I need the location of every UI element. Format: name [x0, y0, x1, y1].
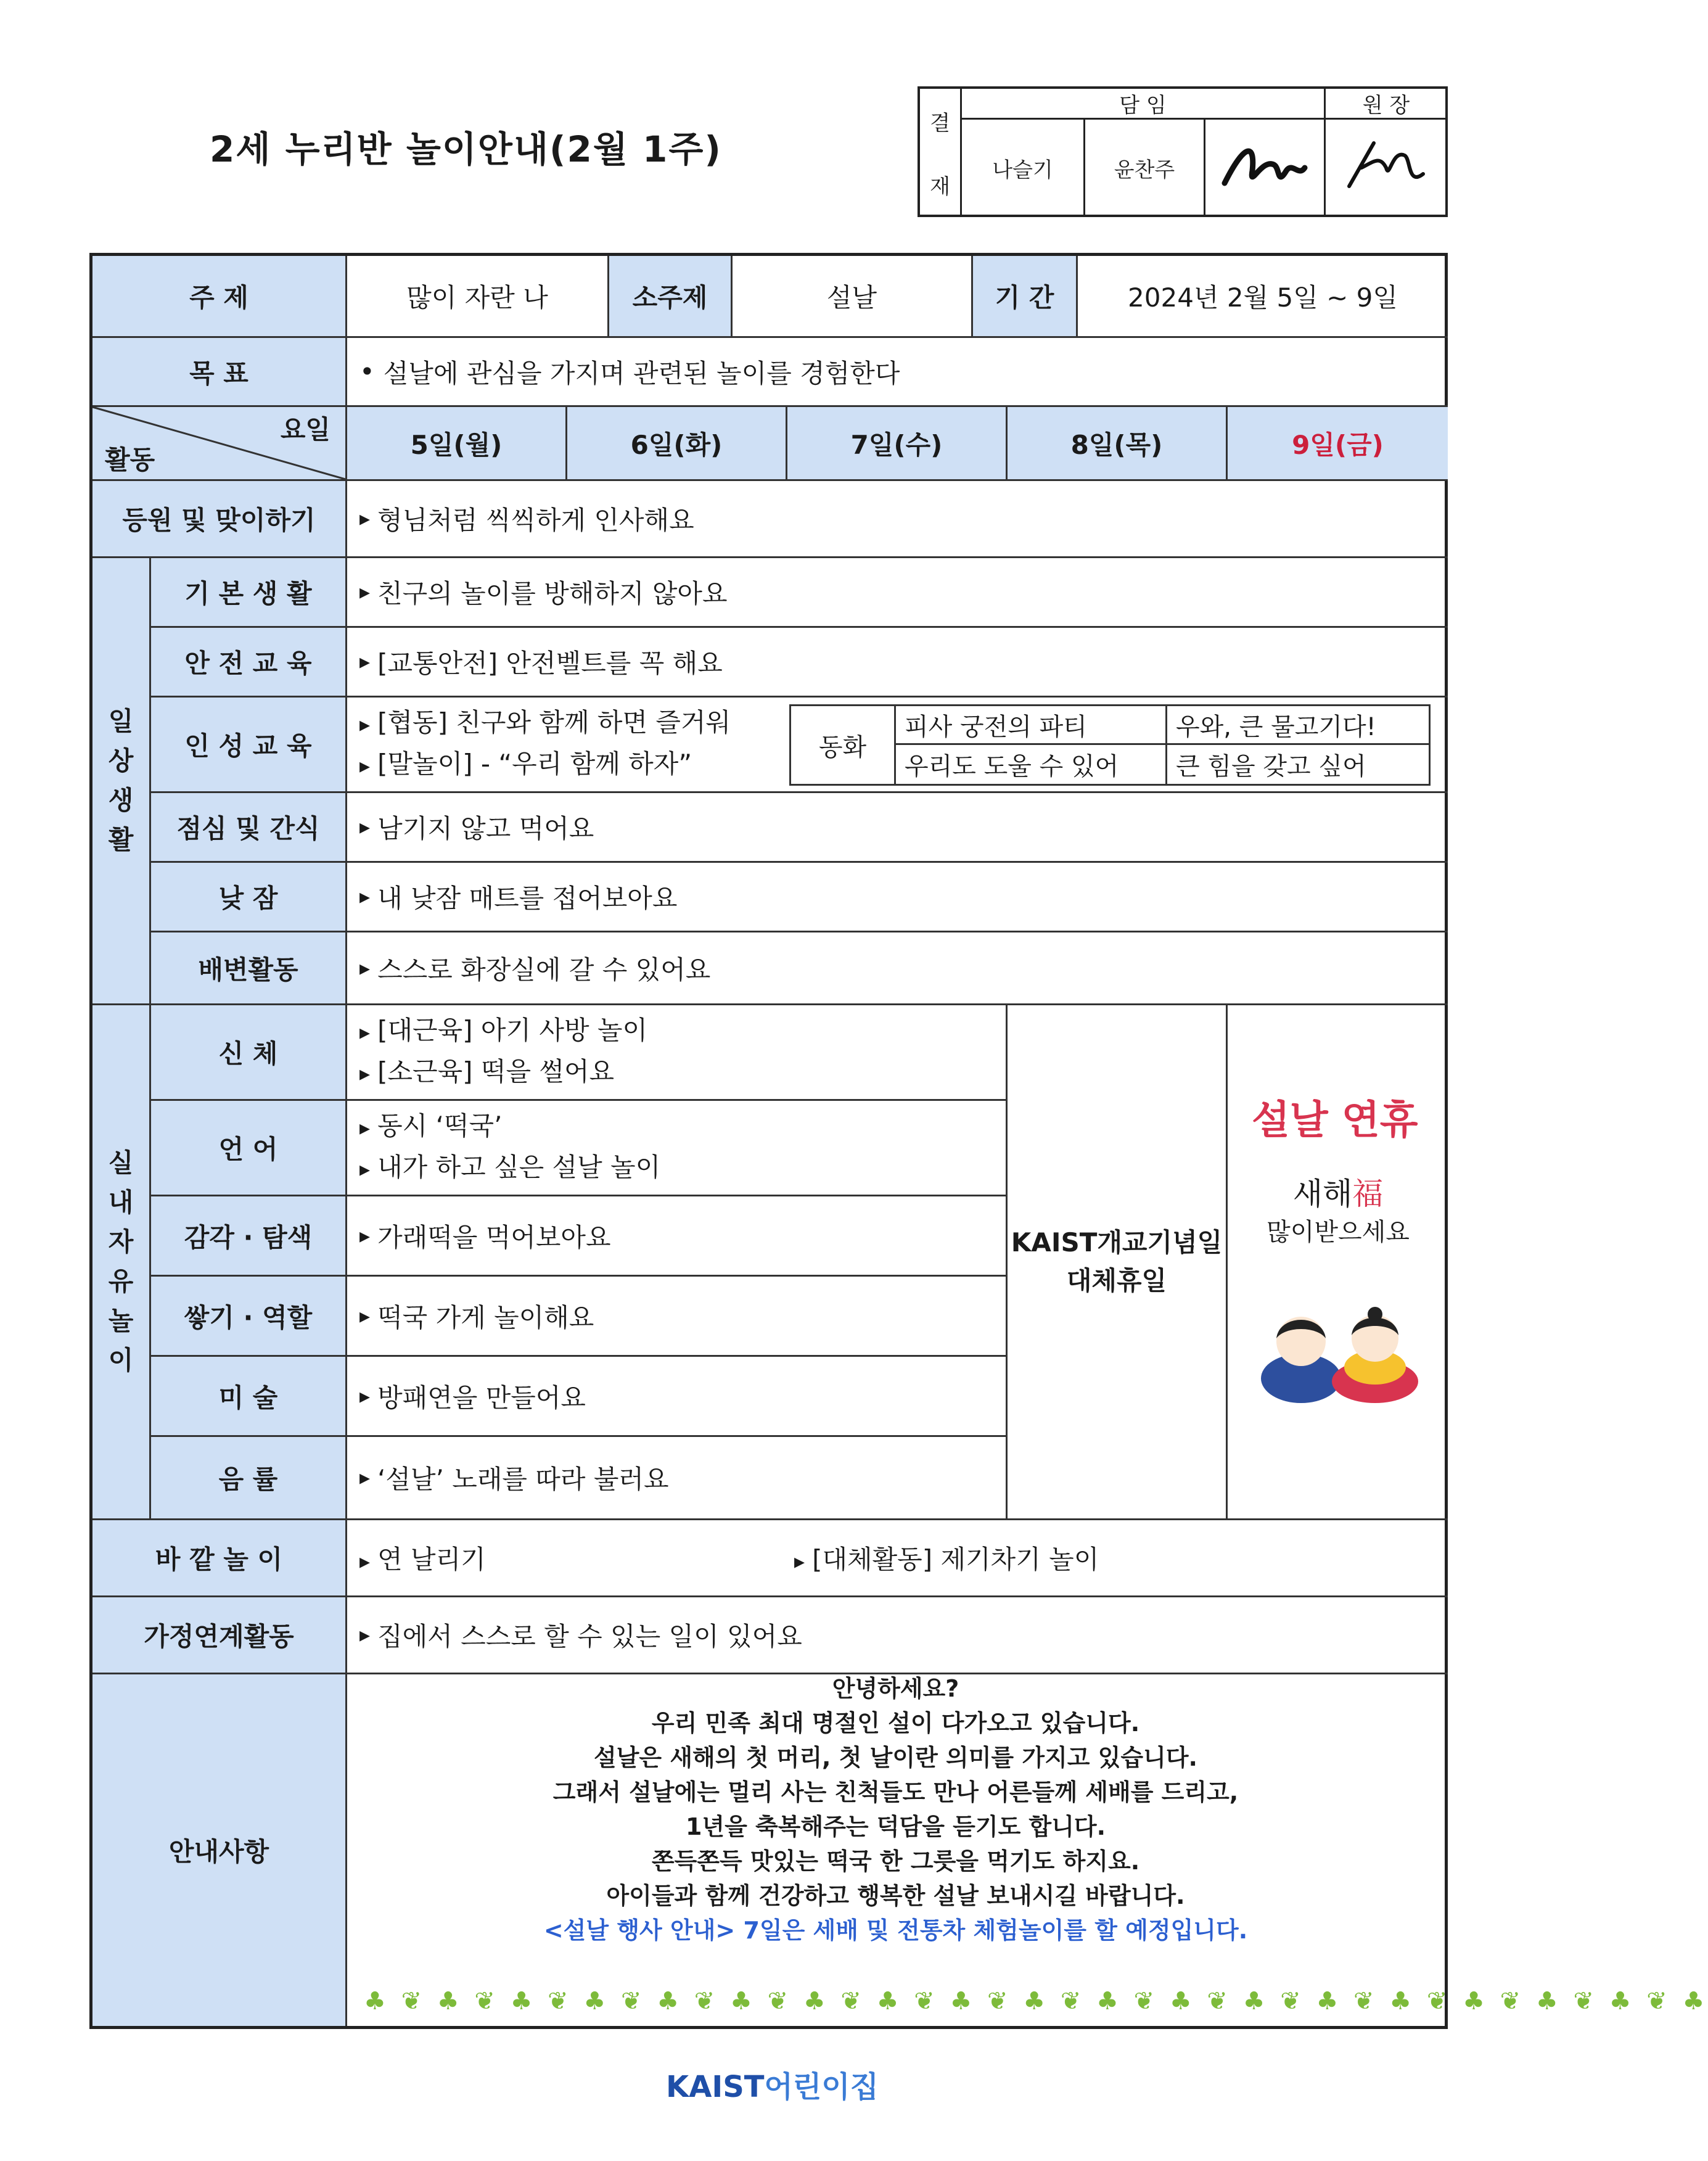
notice-label: 안내사항: [92, 1674, 347, 2026]
period-value: 2024년 2월 5일 ~ 9일: [1078, 256, 1448, 338]
day-tue: 6일(화): [567, 407, 787, 481]
signature-1: 나슬기: [962, 120, 1085, 216]
outdoor-label: 바 깥 놀 이: [92, 1520, 347, 1597]
daily-row-text-1: ▸ 친구의 놀이를 방해하지 않아요: [347, 558, 1448, 628]
activity-label: 활동: [105, 445, 155, 475]
friday-holiday-cell: [1228, 1005, 1448, 1520]
indoor-play-group-label: 실 내 자 유 놀 이: [92, 1005, 151, 1520]
approval-side-label-2: 재: [920, 154, 962, 216]
story-title-1: 피사 궁전의 파티: [896, 706, 1167, 745]
kaist-daycare-logo: [666, 2063, 879, 2105]
daily-row-label-6: 배변활동: [151, 932, 347, 1005]
holiday-title: 설날 연휴: [1252, 1098, 1418, 1143]
daily-row-text-6: ▸ 스스로 화장실에 갈 수 있어요: [347, 932, 1448, 1005]
outdoor-alt-activity: ▸ [대체활동] 제기차기 놀이: [794, 1539, 1099, 1576]
approval-box: [918, 86, 1448, 217]
daily-row-label-1: 기 본 생 활: [151, 558, 347, 628]
outdoor-text: [347, 1520, 1448, 1597]
signature-4: [1326, 120, 1447, 216]
story-table: [789, 704, 1431, 786]
notice-line-7: 아이들과 함께 건강하고 행복한 설날 보내시길 바랍니다.: [606, 1882, 1185, 1909]
subtheme-value: 설날: [733, 256, 973, 338]
daily-row-label-5: 낮 잠: [151, 863, 347, 932]
notice-line-3: 설날은 새해의 첫 머리, 첫 날이란 의미를 가지고 있습니다.: [594, 1744, 1197, 1771]
greeting-new-year: 새해: [1292, 1176, 1353, 1212]
theme-label: 주 제: [92, 256, 347, 338]
daily-row-label-3: 인 성 교 육: [151, 698, 347, 793]
story-title-3: 우리도 도울 수 있어: [896, 745, 1167, 784]
period-label: 기 간: [973, 256, 1078, 338]
notice-text: [345, 1671, 1446, 1948]
greeting-receive: 많이받으세요: [1267, 1218, 1410, 1246]
notice-event: <설날 행사 안내> 7일은 세배 및 전통차 체험놀이를 할 예정입니다.: [543, 1917, 1248, 1944]
thursday-holiday-note: [1008, 1005, 1228, 1520]
language-line-2: ▸ 내가 하고 싶은 설날 놀이: [359, 1148, 660, 1189]
daily-row-text-2: ▸ [교통안전] 안전벨트를 꼭 해요: [347, 628, 1448, 698]
greeting-fortune: 福: [1352, 1176, 1384, 1212]
notice-line-2: 우리 민족 최대 명절인 설이 다가오고 있습니다.: [651, 1710, 1140, 1737]
daily-row-label-4: 점심 및 간식: [151, 793, 347, 863]
story-title-4: 큰 힘을 갖고 싶어: [1176, 752, 1366, 781]
indoor-row-text-4: ▸ 떡국 가게 놀이해요: [347, 1277, 1008, 1357]
day-activity-header: [92, 407, 347, 481]
indoor-row-text-1: [347, 1005, 1008, 1101]
language-line-1: ▸ 동시 ‘떡국’: [359, 1106, 502, 1148]
goal-label: 목 표: [92, 338, 347, 407]
arrival-text: ▸ 형님처럼 씩씩하게 인사해요: [347, 481, 1448, 558]
indoor-row-label-2: 언 어: [151, 1101, 347, 1196]
indoor-row-label-4: 쌓기 · 역할: [151, 1277, 347, 1357]
indoor-row-text-2: [347, 1101, 1008, 1196]
home-text: ▸ 집에서 스스로 할 수 있는 일이 있어요: [347, 1597, 1448, 1674]
thursday-note-line-1: KAIST개교기념일: [1011, 1227, 1223, 1257]
physical-line-2: ▸ [소근육] 떡을 썰어요: [359, 1052, 614, 1093]
goal-value: • 설날에 관심을 가지며 관련된 놀이를 경험한다: [347, 338, 1448, 407]
daily-row-text-5: ▸ 내 낮잠 매트를 접어보아요: [347, 863, 1448, 932]
homeroom-label: 담 임: [962, 89, 1326, 120]
indoor-row-label-1: 신 체: [151, 1005, 347, 1101]
logo-kaist: KAIST: [666, 2070, 765, 2104]
story-label: 동화: [791, 706, 896, 784]
notice-line-1: 안녕하세요?: [832, 1675, 959, 1702]
handwritten-signature-icon: [1337, 131, 1435, 205]
handwritten-signature-icon: [1218, 134, 1311, 202]
sprout-border-icon: ♣ ❦ ♣ ❦ ♣ ❦ ♣ ❦ ♣ ❦ ♣ ❦ ♣ ❦ ♣ ❦ ♣ ❦ ♣ ❦ ♣ ❦ ♣ ❦ ♣ ❦ ♣ ❦ ♣ ❦ ♣ ❦ ♣ ❦ ♣ ❦ ♣: [364, 1987, 1708, 2015]
director-label: 원 장: [1326, 89, 1447, 120]
daily-life-group-label: 일 상 생 활: [92, 558, 151, 1005]
day-fri: 9일(금): [1228, 407, 1448, 481]
new-year-greeting: [1246, 1175, 1431, 1251]
home-label: 가정연계활동: [92, 1597, 347, 1674]
notice-line-5: 1년을 축복해주는 덕담을 듣기도 합니다.: [685, 1813, 1106, 1840]
daily-row-label-2: 안 전 교 육: [151, 628, 347, 698]
logo-daycare: 어린이집: [764, 2070, 879, 2104]
day-thu: 8일(목): [1008, 407, 1228, 481]
notice-line-4: 그래서 설날에는 멀리 사는 친척들도 만나 어른들께 세배를 드리고,: [552, 1779, 1239, 1806]
day-wed: 7일(수): [787, 407, 1008, 481]
hanbok-children-icon: [1255, 1298, 1421, 1403]
document-title: 2세 누리반 놀이안내(2월 1주): [210, 128, 722, 170]
outdoor-main-activity: ▸ 연 날리기: [359, 1539, 486, 1576]
story-title-2: 우와, 큰 물고기다!: [1167, 706, 1429, 745]
approval-side-label-1: 결: [920, 89, 962, 154]
theme-value: 많이 자란 나: [347, 256, 609, 338]
arrival-label: 등원 및 맞이하기: [92, 481, 347, 558]
signature-2: 윤찬주: [1085, 120, 1205, 216]
indoor-row-label-6: 음 률: [151, 1437, 347, 1520]
signature-3: [1205, 120, 1326, 216]
character-line-2: ▸ [말놀이] - “우리 함께 하자”: [359, 744, 692, 786]
indoor-row-label-3: 감각 · 탐색: [151, 1196, 347, 1277]
physical-line-1: ▸ [대근육] 아기 사방 놀이: [359, 1011, 647, 1052]
day-label: 요일: [280, 414, 331, 445]
daily-row-text-4: ▸ 남기지 않고 먹어요: [347, 793, 1448, 863]
day-mon: 5일(월): [347, 407, 567, 481]
indoor-row-label-5: 미 술: [151, 1357, 347, 1437]
notice-line-6: 쫀득쫀득 맛있는 떡국 한 그릇을 먹기도 하지요.: [651, 1848, 1140, 1875]
character-line-1: ▸ [협동] 친구와 함께 하면 즐거워: [359, 703, 731, 744]
thursday-note-line-2: 대체휴일: [1066, 1266, 1167, 1296]
indoor-row-text-3: ▸ 가래떡을 먹어보아요: [347, 1196, 1008, 1277]
subtheme-label: 소주제: [609, 256, 733, 338]
indoor-row-text-6: ▸ ‘설날’ 노래를 따라 불러요: [347, 1437, 1008, 1520]
indoor-row-text-5: ▸ 방패연을 만들어요: [347, 1357, 1008, 1437]
